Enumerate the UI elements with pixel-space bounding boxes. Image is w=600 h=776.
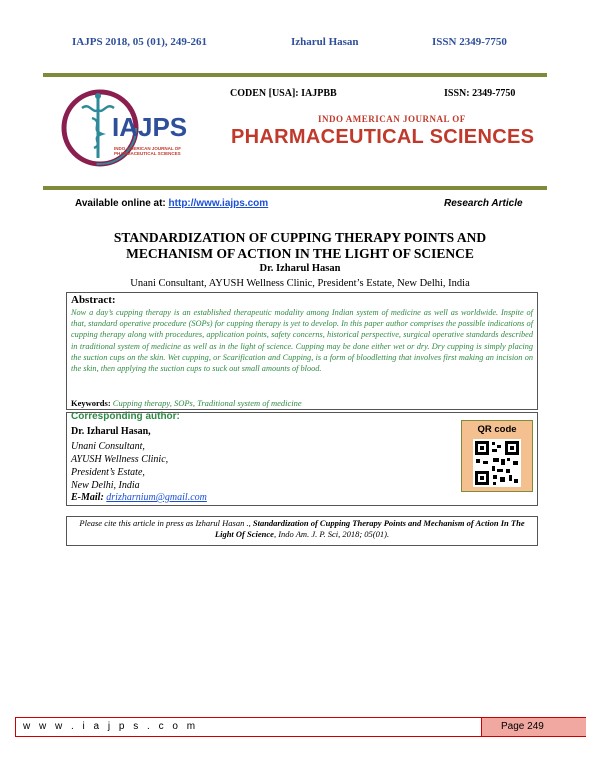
corresponding-address (71, 440, 168, 492)
corresponding-box-bottom (66, 505, 538, 506)
corresponding-email (71, 492, 207, 503)
page-footer (15, 717, 586, 737)
abstract-heading: Abstract: (71, 294, 116, 306)
author-affiliation: Unani Consultant, AYUSH Wellness Clinic, President’s Estate, New Delhi, India (130, 278, 470, 289)
keywords-line (71, 398, 302, 408)
page-number: Page 249 (501, 721, 544, 732)
journal-subtitle: INDO AMERICAN JOURNAL OF (318, 114, 466, 124)
journal-logo (60, 84, 220, 172)
email-link[interactable]: drizharnium@gmail.com (106, 492, 207, 503)
corresponding-name: Dr. Izharul Hasan, (71, 426, 151, 437)
logo-wordmark: IAJPS (112, 112, 188, 142)
logo-subtitle: INDO AMERICAN JOURNAL OF PHARMACEUTICAL SCIENCES (114, 146, 182, 156)
header-rule (43, 73, 547, 77)
footer-url[interactable]: w w w . i a j p s . c o m (23, 721, 199, 732)
article-author: Dr. Izharul Hasan (259, 263, 341, 274)
abstract-body: Now a day’s cupping therapy is an established therapeutic modality among Indian system of medicine as well as worldwide. Inspite of that, standard operative procedure (SOPs) for cupping therapy is yet to develop. In this paper author comprises the possible indications of cupping therapy along with procedures, application points, safety concerns, historical perspective, surgical operative standards described in traditional system of medicine as well as in the light of science. Cupping may be done either wet or dry. Dry cupping is simply placing the suction cups on the skin. Wet cupping, or Scarification and Cupping, is a form of bloodletting that involves first making an incision on the skin, then applying the suction cups to suck out small amounts of blood. (71, 308, 533, 374)
availability-label: Available online at: (75, 198, 169, 209)
corresponding-heading: Corresponding author: (71, 411, 180, 422)
running-header-author: Izharul Hasan (291, 36, 359, 48)
qr-code-panel (461, 420, 533, 492)
keywords-label: Keywords: (71, 398, 111, 408)
running-header-citation: IAJPS 2018, 05 (01), 249-261 (72, 36, 208, 48)
running-header-issn: ISSN 2349-7750 (432, 36, 507, 48)
citation-text (70, 518, 534, 540)
article-title-line-1: STANDARDIZATION OF CUPPING THERAPY POINTS AND (113, 230, 487, 245)
email-label: E-Mail: (71, 492, 104, 503)
address-line: New Delhi, India (71, 480, 140, 491)
availability-line (75, 198, 268, 209)
corresponding-box-left (66, 412, 67, 506)
journal-title: PHARMACEUTICAL SCIENCES (231, 126, 535, 148)
qr-code-label: QR code (477, 424, 517, 435)
footer-page-cell (481, 718, 586, 736)
masthead-issn: ISSN: 2349-7750 (444, 88, 516, 99)
address-line: President’s Estate, (71, 467, 145, 478)
citation-suffix: , Indo Am. J. P. Sci, 2018; 05(01). (273, 529, 390, 539)
journal-url-link[interactable]: http://www.iajps.com (168, 198, 269, 209)
footer-url-cell (16, 718, 481, 736)
citation-title: Standardization of Cupping Therapy Points and Mechanism of Action In The Light Of Science (214, 518, 525, 539)
article-type: Research Article (444, 198, 523, 209)
address-line: Unani Consultant, (71, 441, 145, 452)
article-title (60, 230, 540, 262)
keywords-list: Cupping therapy, SOPs, Traditional system of medicine (110, 398, 302, 408)
masthead-rule (43, 186, 547, 190)
address-line: AYUSH Wellness Clinic, (71, 454, 169, 465)
corresponding-box-right (537, 412, 538, 506)
qr-code-icon[interactable] (473, 439, 521, 487)
article-title-line-2: MECHANISM OF ACTION IN THE LIGHT OF SCIENCE (126, 246, 474, 261)
coden: CODEN [USA]: IAJPBB (230, 88, 337, 99)
citation-prefix: Please cite this article in press as Izharul Hasan ., (79, 518, 253, 528)
